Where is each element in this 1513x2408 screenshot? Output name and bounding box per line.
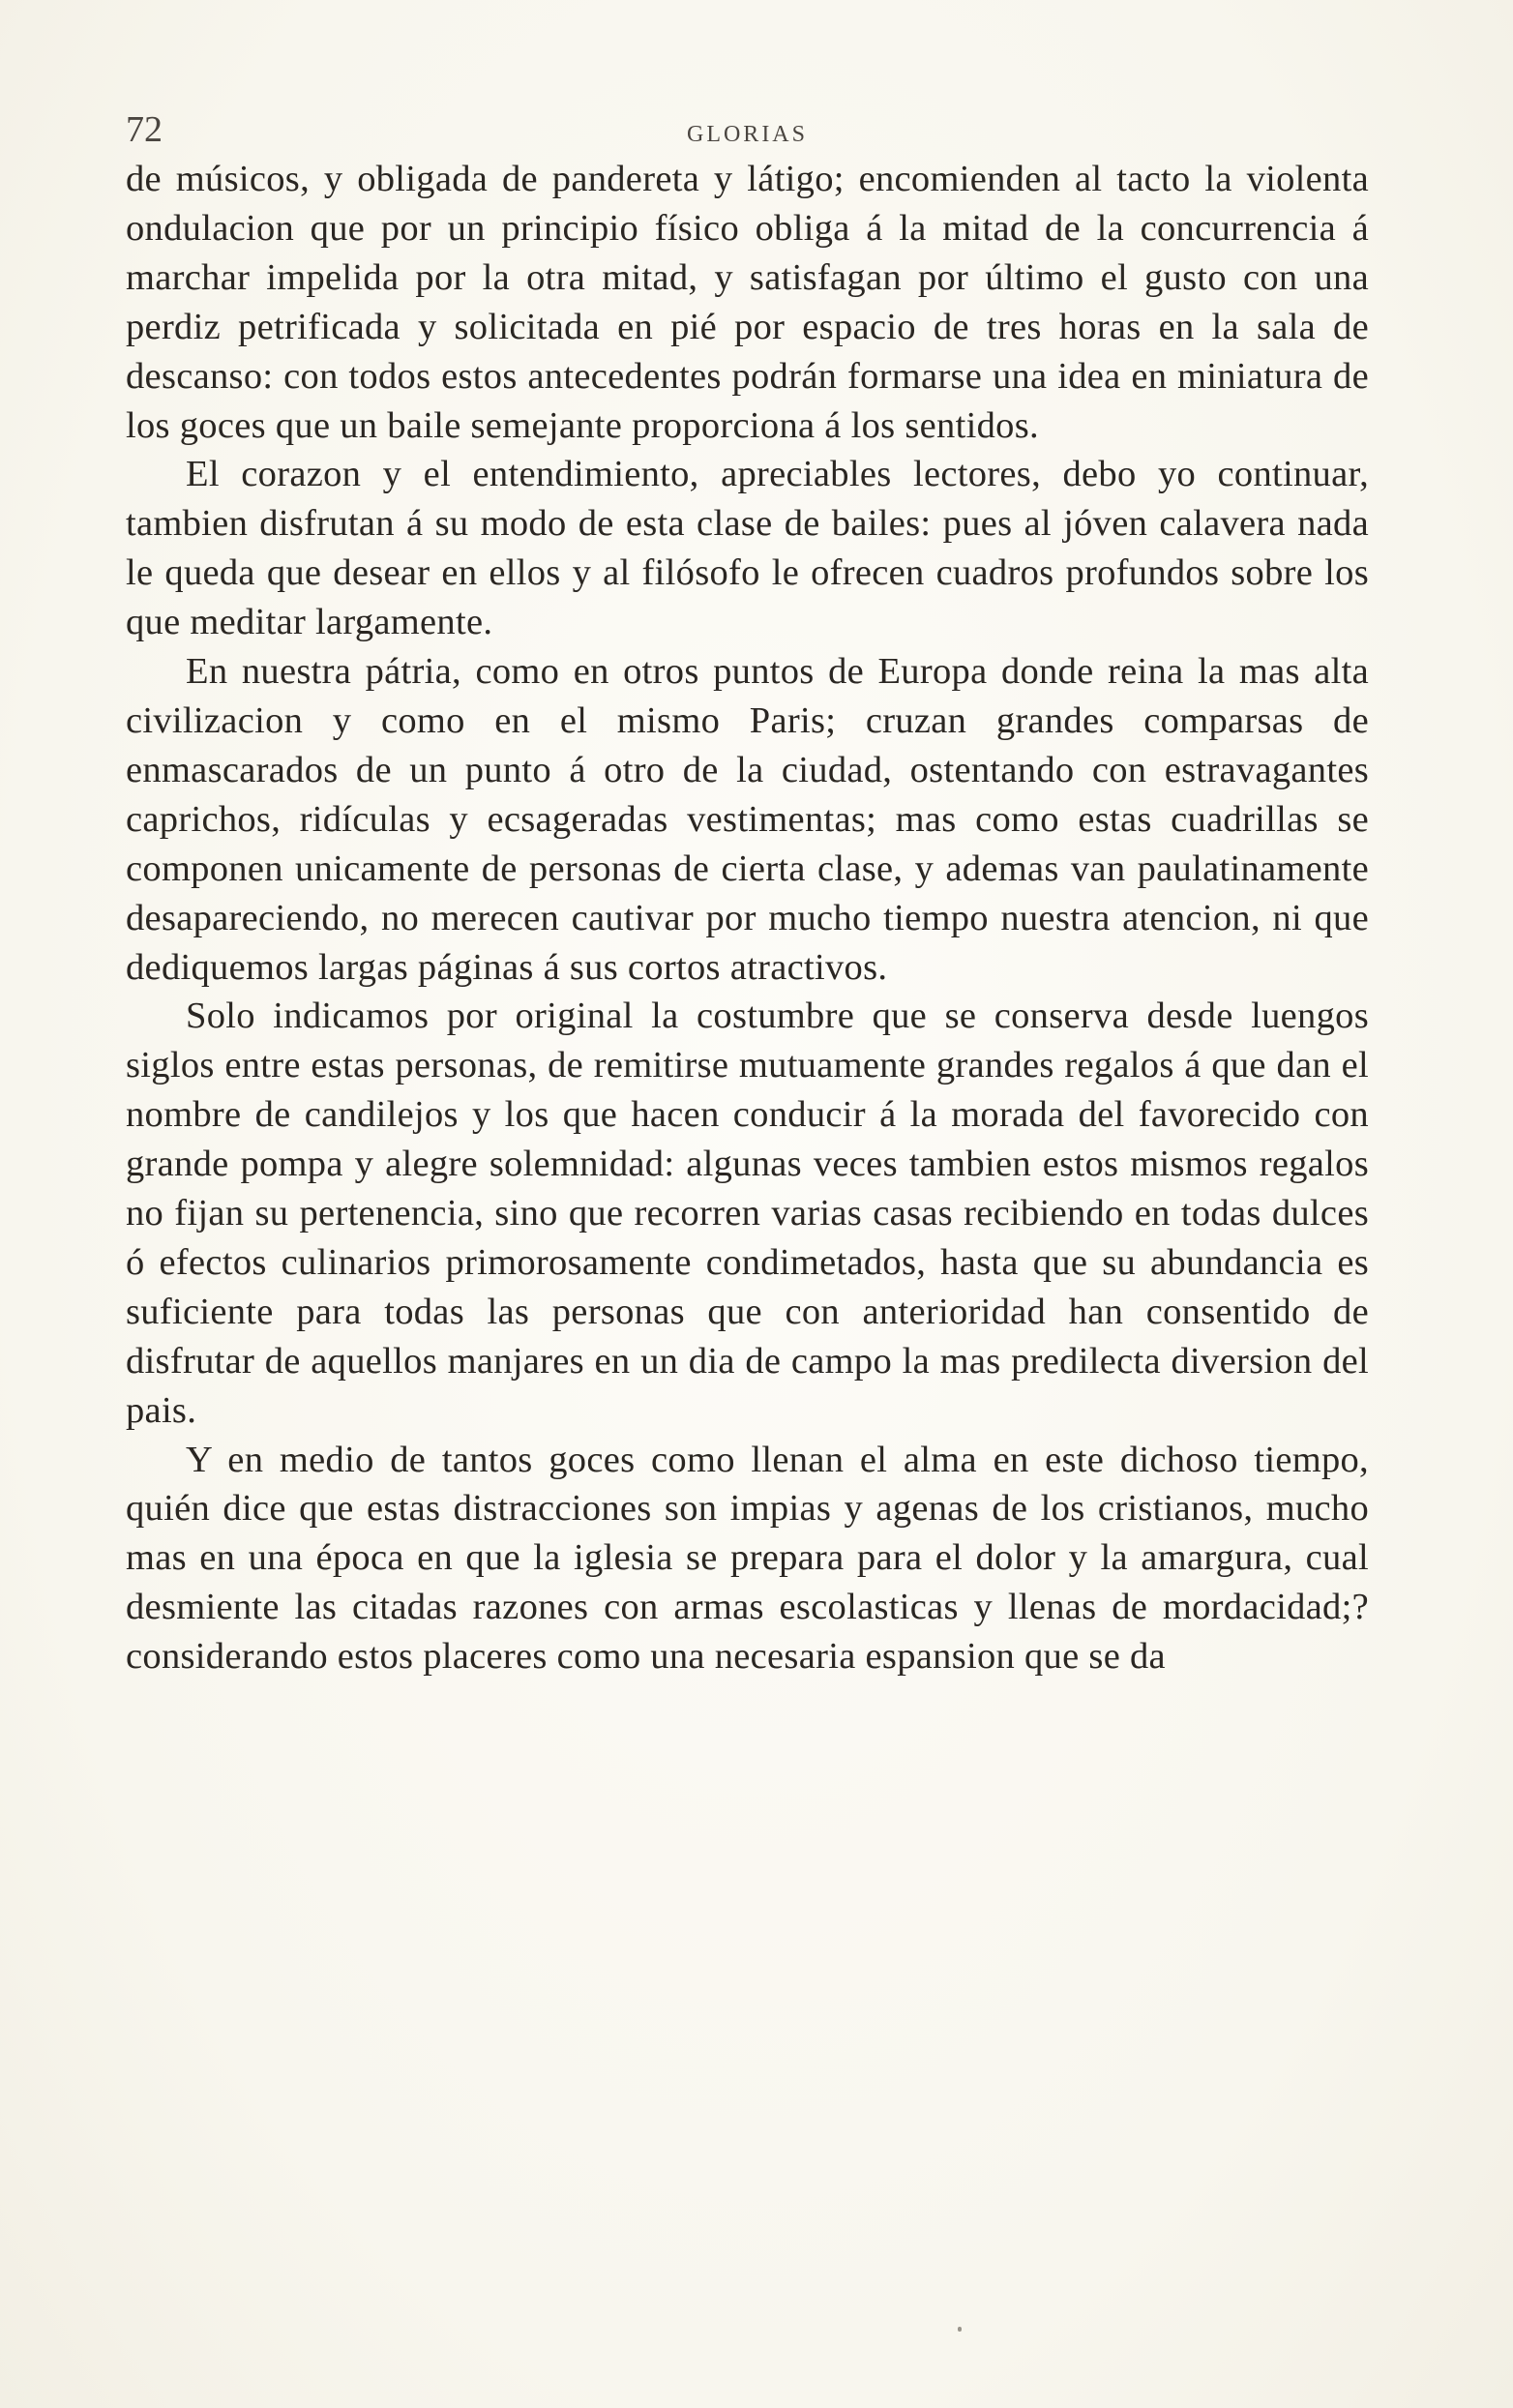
paragraph-4: Solo indicamos por original la costumbre que se conserva desde luengos siglos entre estas personas, de remitirse mutuamente grandes regalos á que dan el nombre de candilejos y los que hacen conducir á la morada del favorecido con grande pompa y alegre solemnidad: algunas veces tambien estos mismos regalos no fijan su pertenencia, sino que recorren varias casas recibiendo en todas dulces ó efectos culinarios primorosamente condimetados, hasta que su abundancia es suficiente para todas las personas que con anterioridad han consentido de disfrutar de aquellos manjares en un dia de campo la mas predilecta diversion del pais. bbox=[126, 996, 1369, 1431]
body-text bbox=[126, 155, 1369, 1681]
paragraph-2: El corazon y el entendimiento, apreciables lectores, debo yo continuar, tambien disfrutan á su modo de esta clase de bailes: pues al jóven calavera nada le queda que desear en ellos y al filósofo le ofrecen cuadros profundos sobre los que meditar largamente. bbox=[126, 454, 1369, 643]
page-header bbox=[126, 108, 1369, 150]
paragraph-5: Y en medio de tantos goces como llenan el alma en este dichoso tiempo, quién dice que estas distracciones son impias y agenas de los cristianos, mucho mas en una época en que la iglesia se prepara para el dolor y la amargura, cual desmiente las citadas razones con armas escolasticas y llenas de mordacidad;? considerando estos placeres como una necesaria espansion que se da bbox=[126, 1439, 1369, 1678]
page-number: 72 bbox=[126, 109, 163, 150]
paragraph-1: de músicos, y obligada de pandereta y látigo; encomienden al tacto la violenta ondulacion que por un principio físico obliga á la mitad de la concurrencia á marchar impelida por la otra mitad, y satisfagan por último el gusto con una perdiz petrificada y solicitada en pié por espacio de tres horas en la sala de descanso: con todos estos antecedentes podrán formarse una idea en miniatura de los goces que un baile semejante proporciona á los sentidos. bbox=[126, 159, 1369, 446]
ink-speck bbox=[958, 2327, 962, 2332]
running-title: GLORIAS bbox=[686, 122, 808, 147]
paragraph-3: En nuestra pátria, como en otros puntos de Europa donde reina la mas alta civilizacion y como en el mismo Paris; cruzan grandes comparsas de enmascarados de un punto á otro de la ciudad, ostentando con estravagantes caprichos, ridículas y ecsageradas vestimentas; mas como estas cuadrillas se componen unicamente de personas de cierta clase, y ademas van paulatinamente desapareciendo, no merecen cautivar por mucho tiempo nuestra atencion, ni que dediquemos largas páginas á sus cortos atractivos. bbox=[126, 651, 1369, 988]
